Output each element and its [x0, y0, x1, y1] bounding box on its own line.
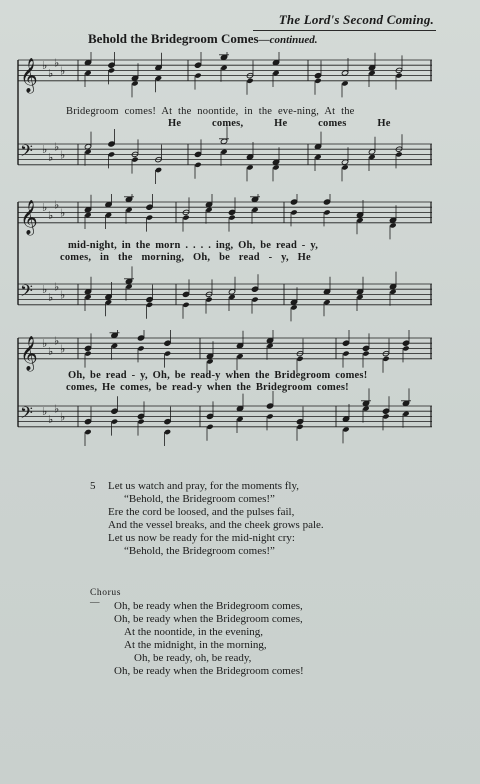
svg-text:♭: ♭ [54, 334, 60, 348]
chorus-label: Chorus— [90, 588, 122, 608]
song-title-suffix: —continued. [258, 34, 318, 46]
svg-text:♭: ♭ [54, 140, 60, 154]
svg-text:♭: ♭ [42, 201, 48, 215]
svg-text:♭: ♭ [42, 143, 48, 157]
verse-line-6: “Behold, the Bridegroom comes!” [124, 545, 275, 557]
verse-number: 5 [90, 480, 96, 492]
svg-text:♭: ♭ [54, 198, 60, 212]
svg-text:♭: ♭ [60, 206, 66, 220]
svg-text:𝄢: 𝄢 [20, 140, 33, 165]
svg-text:♭: ♭ [60, 64, 66, 78]
svg-text:♭: ♭ [60, 342, 66, 356]
svg-text:♭: ♭ [54, 280, 60, 294]
svg-text:♭: ♭ [42, 405, 48, 419]
song-title [88, 31, 318, 47]
alto-lyric-1: He comes, He comes He [168, 118, 391, 129]
soprano-lyric-1: Bridegroom comes! At the noontide, in the eve-ning, At the [66, 106, 355, 117]
svg-text:♭: ♭ [48, 67, 54, 80]
svg-text:𝄞: 𝄞 [20, 57, 38, 93]
svg-text:♭: ♭ [60, 410, 66, 424]
chorus-line-6: Oh, be ready when the Bridegroom comes! [114, 665, 304, 677]
svg-text:♭: ♭ [42, 337, 48, 351]
soprano-lyric-2: mid-night, in the morn . . . . ing, Oh, be read - y, [68, 240, 319, 251]
svg-text:♭: ♭ [60, 288, 66, 302]
music-system-3 [16, 330, 432, 446]
svg-text:♭: ♭ [54, 56, 60, 70]
verse-line-4: And the vessel breaks, and the cheek grows pale. [108, 519, 324, 531]
alto-lyric-3: comes, He comes, be read-y when the Bridegroom comes! [66, 382, 349, 393]
chorus-line-3: At the noontide, in the evening, [124, 626, 263, 638]
music-system-2 [16, 194, 432, 322]
svg-text:♭: ♭ [54, 402, 60, 416]
svg-text:♭: ♭ [48, 345, 54, 358]
svg-text:♭: ♭ [60, 148, 66, 162]
chorus-line-1: Oh, be ready when the Bridegroom comes, [114, 600, 303, 612]
svg-text:♭: ♭ [42, 283, 48, 297]
soprano-lyric-3: Oh, be read - y, Oh, be read-y when the Bridegroom comes! [68, 370, 368, 381]
svg-text:♭: ♭ [48, 413, 54, 426]
svg-text:♭: ♭ [48, 291, 54, 304]
verse-line-1: Let us watch and pray, for the moments fly, [108, 480, 300, 492]
alto-lyric-2: comes, in the morning, Oh, be read - y, He [60, 252, 311, 263]
running-head: The Lord's Second Coming. [278, 12, 434, 27]
chorus-line-4: At the midnight, in the morning, [124, 639, 267, 651]
verse-line-3: Ere the cord be loosed, and the pulses fail, [108, 506, 295, 518]
verse-line-2: “Behold, the Bridegroom comes!” [124, 493, 275, 505]
svg-text:♭: ♭ [42, 59, 48, 73]
svg-text:𝄞: 𝄞 [20, 199, 38, 235]
svg-text:♭: ♭ [48, 209, 54, 222]
svg-text:♭: ♭ [48, 151, 54, 164]
music-system-1 [16, 52, 432, 184]
svg-text:𝄞: 𝄞 [20, 335, 38, 371]
chorus-line-2: Oh, be ready when the Bridegroom comes, [114, 613, 303, 625]
song-title-text: Behold the Bridegroom Comes [88, 31, 259, 46]
svg-text:𝄢: 𝄢 [20, 402, 33, 427]
verse-line-5: Let us now be ready for the mid-night cry: [108, 532, 295, 544]
chorus-line-5: Oh, be ready, oh, be ready, [134, 652, 252, 664]
svg-text:𝄢: 𝄢 [20, 280, 33, 305]
